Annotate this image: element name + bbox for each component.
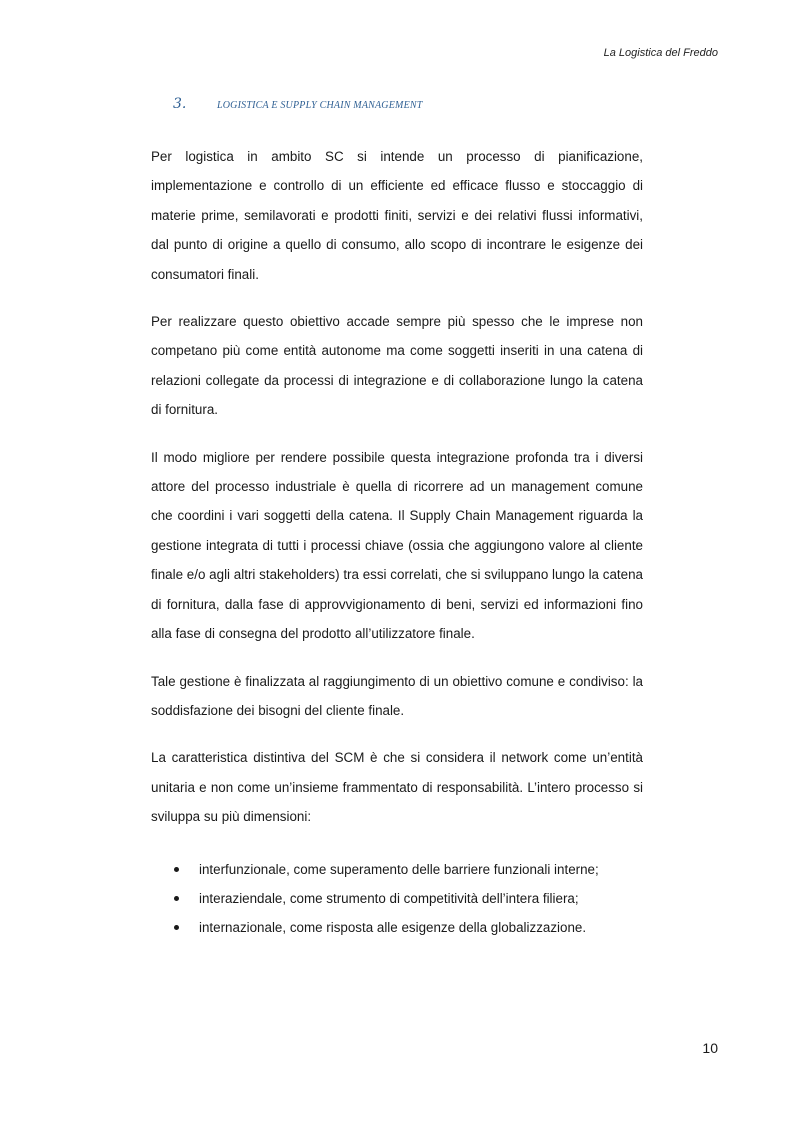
paragraph-scm-integration: Il modo migliore per rendere possibile questa integrazione profonda tra i diversi attore del processo industriale è quella di ricorrere ad un management comune che coordini i vari soggetti della catena. Il Supply Chain Management riguarda la gestione integrata di tutti i processi chiave (ossia che aggiungono valore al cliente finale e/o agli altri stakeholders) tra essi correlati, che si sviluppano lungo la catena di fornitura, dalla fase di approvvigionamento di beni, servizi ed informazioni fino alla fase di consegna del prodotto all’utilizzatore finale. bbox=[151, 449, 643, 642]
page-number: 10 bbox=[702, 1040, 718, 1056]
paragraph-logistics-definition: Per logistica in ambito SC si intende un processo di pianificazione, implementazione e controllo di un efficiente ed efficace flusso e stoccaggio di materie prime, semilavorati e prodotti finiti, servizi e dei relativi flussi informativi, dal punto di origine a quello di consumo, allo scopo di incontrare le esigenze dei consumatori finali. bbox=[151, 149, 643, 282]
list-item-text: interaziendale, come strumento di competitività dell’intera filiera; bbox=[199, 890, 579, 906]
bullet-icon bbox=[174, 867, 179, 872]
paragraph-objective: Per realizzare questo obiettivo accade sempre più spesso che le imprese non competano più come entità autonome ma come soggetti inseriti in una catena di relazioni collegate da processi di integrazione e di collaborazione lungo la catena di fornitura. bbox=[151, 314, 643, 418]
section-number: 3. bbox=[173, 96, 187, 112]
bullet-icon bbox=[174, 896, 179, 901]
list-item-text: internazionale, come risposta alle esigenze della globalizzazione. bbox=[199, 920, 587, 936]
section-heading bbox=[173, 95, 423, 113]
bullet-icon bbox=[174, 925, 179, 930]
paragraph-management-goal: Tale gestione è finalizzata al raggiungimento di un obiettivo comune e condiviso: la soddisfazione dei bisogni del cliente finale. bbox=[151, 673, 643, 718]
list-item bbox=[151, 855, 643, 884]
body-content bbox=[151, 142, 643, 938]
running-header: La Logistica del Freddo bbox=[603, 47, 718, 59]
list-item bbox=[151, 913, 643, 942]
section-title: LOGISTICA E SUPPLY CHAIN MANAGEMENT bbox=[217, 100, 423, 111]
dimensions-list bbox=[151, 855, 643, 943]
list-item bbox=[151, 884, 643, 913]
list-item-text: interfunzionale, come superamento delle barriere funzionali interne; bbox=[199, 861, 599, 877]
paragraph-scm-characteristic: La caratteristica distintiva del SCM è che si considera il network come un’entità unitaria e non come un’insieme frammentato di responsabilità. L’intero processo si sviluppa su più dimensioni: bbox=[151, 750, 643, 825]
